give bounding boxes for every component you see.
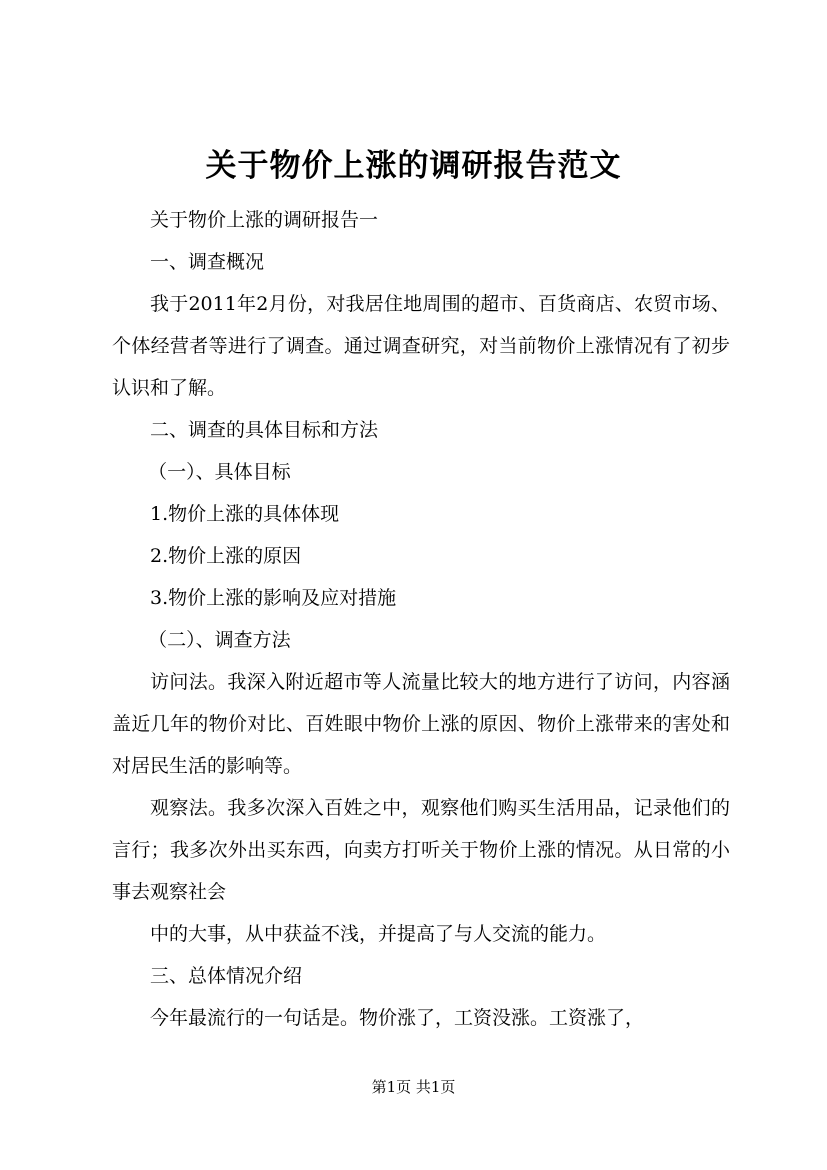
subsection-heading-2: （二）、调查方法 xyxy=(148,629,291,651)
list-item-1: 1.物价上涨的具体体现 xyxy=(150,503,340,525)
section-heading-1: 一、调查概况 xyxy=(150,251,265,273)
list-item-2: 2.物价上涨的原因 xyxy=(150,545,302,567)
document-body xyxy=(112,199,730,1039)
body-paragraph: 观察法。我多次深入百姓之中，观察他们购买生活用品，记录他们的言行；我多次外出买东西，向卖方打听关于物价上涨的情况。从日常的小事去观察社会 xyxy=(112,797,730,903)
body-paragraph: 访问法。我深入附近超市等人流量比较大的地方进行了访问，内容涵盖近几年的物价对比、百姓眼中物价上涨的原因、物价上涨带来的害处和对居民生活的影响等。 xyxy=(112,671,730,777)
body-paragraph: 今年最流行的一句话是。物价涨了，工资没涨。工资涨了， xyxy=(150,1007,645,1029)
body-paragraph: 中的大事，从中获益不浅，并提高了与人交流的能力。 xyxy=(150,923,607,945)
body-paragraph: 我于2011年2月份，对我居住地周围的超市、百货商店、农贸市场、个体经营者等进行了调查。通过调查研究，对当前物价上涨情况有了初步认识和了解。 xyxy=(112,293,730,399)
list-item-3: 3.物价上涨的影响及应对措施 xyxy=(150,587,397,609)
subsection-heading-1: （一）、具体目标 xyxy=(148,461,291,483)
subtitle-paragraph: 关于物价上涨的调研报告一 xyxy=(150,209,379,231)
section-heading-2: 二、调查的具体目标和方法 xyxy=(150,419,379,441)
section-heading-3: 三、总体情况介绍 xyxy=(150,965,303,987)
page-footer: 第1页 共1页 xyxy=(371,1078,456,1096)
document-title: 关于物价上涨的调研报告范文 xyxy=(205,148,622,184)
